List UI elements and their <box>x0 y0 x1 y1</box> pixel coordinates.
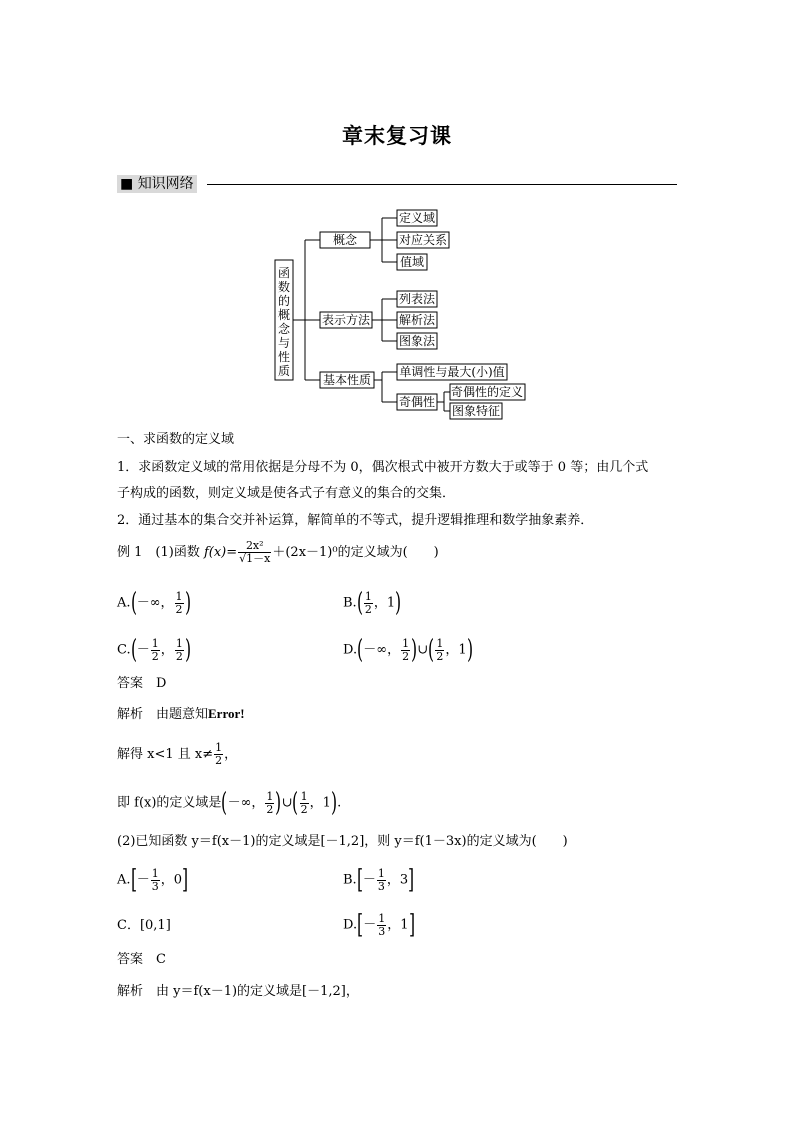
section-divider <box>207 184 677 185</box>
para2-line1: 2．通过基本的集合交并补运算，解简单的不等式，提升逻辑推理和数学抽象素养． <box>117 513 594 528</box>
ex1-fx: f(x)= <box>203 545 238 560</box>
analysis-label: 解析 由题意知 <box>117 707 209 722</box>
frac-num: 1 <box>266 789 274 803</box>
solve-text: 解得 x<1 且 x≠ <box>117 747 214 762</box>
leaf-formula: 解析法 <box>398 313 436 327</box>
frac-den: 2 <box>364 602 372 616</box>
root-char: 函 <box>277 266 291 280</box>
frac-den: 2 <box>151 649 159 663</box>
branch-concept: 概念 <box>332 233 358 247</box>
para1-line2: 子构成的函数，则定义域是使各式子有意义的集合的交集． <box>117 486 456 501</box>
knowledge-diagram <box>270 205 540 420</box>
example2-stem: (2)已知函数 y＝f(x－1)的定义域是[－1,2]，则 y＝f(1－3x)的定义域为( ) <box>117 834 568 849</box>
frac-den: 2 <box>175 602 183 616</box>
frac-den: 2 <box>175 649 183 663</box>
root-char: 与 <box>277 336 291 350</box>
ex2-option-b: B.[－ $\frac{1}{3}$ ，3] <box>343 865 415 895</box>
option-label: B. <box>343 595 357 611</box>
frac-num: 1 <box>436 636 444 650</box>
union-symbol: ∪ <box>417 642 429 658</box>
option-text: ， <box>160 642 174 658</box>
frac-den: 2 <box>300 802 308 816</box>
leaf-table: 列表法 <box>398 292 436 306</box>
option-text: － <box>136 872 150 888</box>
section-title: 知识网络 <box>137 176 194 192</box>
ex2-option-d: D.[－ $\frac{1}{3}$ ，1] <box>343 910 415 940</box>
frac-num: 1 <box>377 866 385 880</box>
para1-line1: 1．求函数定义域的常用依据是分母不为 0，偶次根式中被开方数大于或等于 0 等；由几个式 <box>117 460 649 475</box>
union-symbol: ∪ <box>281 795 293 811</box>
frac-num: 1 <box>151 636 159 650</box>
example1-stem <box>117 540 439 565</box>
option-text: － <box>136 642 150 658</box>
leaf-mapping: 对应关系 <box>398 233 448 247</box>
option-text: ，0 <box>160 872 182 888</box>
frac-den: 2 <box>266 802 274 816</box>
leaf-monotonic: 单调性与最大(小)值 <box>399 365 505 379</box>
frac-num: 1 <box>402 636 410 650</box>
option-label: D. <box>343 917 358 933</box>
leaf-domain: 定义域 <box>398 211 436 225</box>
frac-num: 1 <box>300 789 308 803</box>
option-text: － <box>362 872 376 888</box>
frac-den: 2 <box>436 649 444 663</box>
ex1-option-a: A.(－∞， $\frac{1}{2}$ ) <box>117 588 191 618</box>
ex1-answer: 答案 D <box>117 676 167 691</box>
leaf-graph: 图象法 <box>398 334 436 348</box>
ex1-option-c: C.(－ $\frac{1}{2}$ ， $\frac{1}{2}$ ) <box>117 635 191 665</box>
frac-den: 3 <box>151 879 159 893</box>
ex2-answer: 答案 C <box>117 952 166 967</box>
result-end: . <box>337 795 342 811</box>
ex1-result: 即 f(x)的定义域是(－∞， $\frac{1}{2}$ )∪( $\frac{1}{2}$ ，1). <box>117 788 342 818</box>
frac-den: 3 <box>378 924 386 938</box>
ex1-suffix: ＋(2x－1)⁰的定义域为( ) <box>272 545 439 560</box>
option-text: ，1 <box>387 917 409 933</box>
ex1-solve <box>117 742 237 767</box>
root-char: 质 <box>277 364 291 378</box>
section-label: ■ 知识网络 <box>117 175 197 193</box>
ex2-analysis: 解析 由 y＝f(x－1)的定义域是[－1,2]， <box>117 984 359 999</box>
error-text: Error! <box>208 706 245 721</box>
result-text: ，1 <box>309 795 331 811</box>
ex1-option-b: B.( $\frac{1}{2}$ ，1) <box>343 588 402 618</box>
root-text <box>278 266 291 378</box>
solve-end: ， <box>224 747 238 762</box>
leaf-parity: 奇偶性 <box>398 395 436 409</box>
root-char: 念 <box>277 322 291 336</box>
frac-den: 3 <box>377 879 385 893</box>
frac-num: 1 <box>151 866 159 880</box>
branch-properties: 基本性质 <box>322 373 372 387</box>
frac-den: 2 <box>402 649 410 663</box>
ex1-fraction <box>238 540 271 565</box>
section-header <box>117 175 677 193</box>
option-label: A. <box>117 595 131 611</box>
ex1-prefix: 例 1 (1)函数 <box>117 545 204 560</box>
ex2-option-c: C．[0,1] <box>117 918 171 933</box>
result-text: －∞， <box>227 795 265 811</box>
frac-num: 1 <box>175 589 183 603</box>
frac-num: 1 <box>215 741 223 754</box>
option-text: －∞， <box>136 595 174 611</box>
page-title: 章末复习课 <box>342 123 452 148</box>
leaf-parity-def: 奇偶性的定义 <box>450 385 524 399</box>
branch-representation: 表示方法 <box>321 313 371 327</box>
option-text: ，1 <box>373 595 396 611</box>
result-text: 即 f(x)的定义域是 <box>117 795 222 811</box>
option-text: ，1 <box>445 642 467 658</box>
option-label: A. <box>117 872 131 888</box>
option-label: C. <box>117 642 131 658</box>
ex1-analysis <box>117 706 245 723</box>
part1-heading: 一、求函数的定义域 <box>117 432 235 447</box>
frac-den: 2 <box>215 754 223 767</box>
root-char: 性 <box>277 350 291 364</box>
frac-num: 1 <box>378 911 386 925</box>
root-char: 的 <box>277 294 291 308</box>
frac-num: 1 <box>175 636 183 650</box>
root-char: 数 <box>277 280 291 294</box>
option-text: －∞， <box>363 642 401 658</box>
frac-num: 1 <box>364 589 372 603</box>
ex1-num: 2x² <box>238 540 271 553</box>
root-char: 概 <box>277 308 291 322</box>
option-label: D. <box>343 642 358 658</box>
leaf-range: 值域 <box>399 255 425 269</box>
option-label: B. <box>343 872 357 888</box>
ex1-den: √1－x <box>239 552 271 565</box>
leaf-graph-feature: 图象特征 <box>451 404 501 418</box>
ex1-option-d: D.(－∞， $\frac{1}{2}$ )∪( $\frac{1}{2}$ ，1) <box>343 635 473 665</box>
option-text: － <box>363 917 377 933</box>
option-text: ，3 <box>386 872 409 888</box>
ex2-option-a: A.[－ $\frac{1}{3}$ ，0] <box>117 865 189 895</box>
